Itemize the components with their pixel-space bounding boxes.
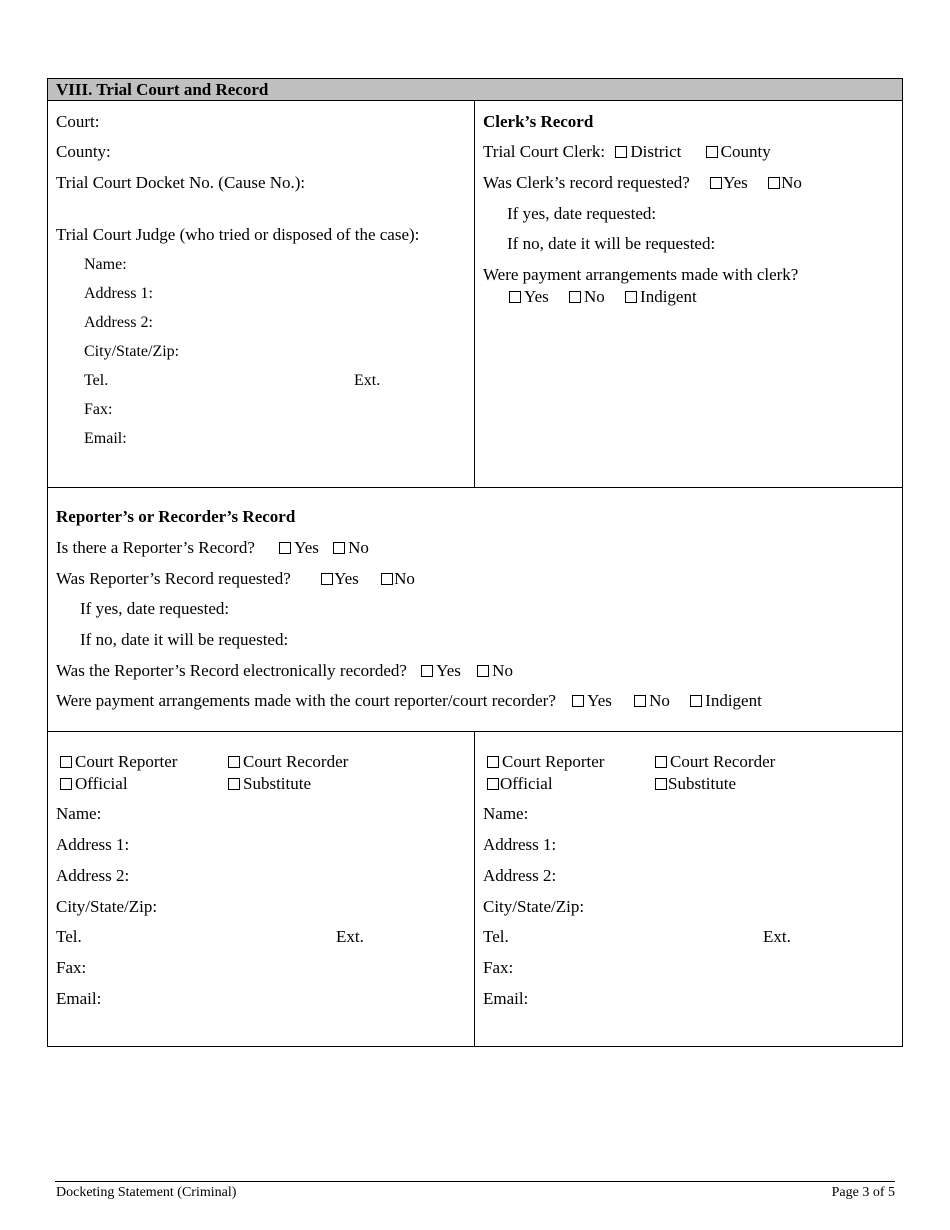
checkbox-icon[interactable]	[60, 778, 72, 790]
reporter-payment-line	[56, 691, 762, 711]
reporter-ext-label: Ext.	[336, 927, 364, 946]
clerk-payment-no[interactable]: No	[569, 287, 605, 307]
clerk-payment-indigent[interactable]: Indigent	[625, 287, 697, 307]
checkbox-icon[interactable]	[655, 756, 667, 768]
page-footer	[55, 1181, 895, 1200]
reporters-record-row	[48, 488, 902, 732]
trial-court-panel	[48, 101, 475, 487]
reporter-if-no-label: If no, date it will be requested:	[80, 630, 289, 649]
checkbox-icon[interactable]	[768, 177, 780, 189]
reporter-name-label: Name:	[483, 804, 529, 823]
judge-heading: Trial Court Judge (who tried or disposed of the case):	[56, 225, 420, 244]
reporter-email-label: Email:	[56, 989, 102, 1008]
reporter-exists-line	[56, 538, 369, 558]
reporter-requested-no[interactable]: No	[381, 569, 415, 589]
reporter-contact-left	[48, 732, 475, 1046]
reporter-city-label: City/State/Zip:	[483, 897, 585, 916]
reporter-tel-label: Tel.	[483, 927, 509, 946]
reporter-email-label: Email:	[483, 989, 529, 1008]
reporter-payment-yes[interactable]: Yes	[572, 691, 612, 711]
checkbox-icon[interactable]	[509, 291, 521, 303]
judge-fax-label: Fax:	[84, 401, 113, 418]
clerk-payment-yes[interactable]: Yes	[509, 287, 549, 307]
reporter-address1-label: Address 1:	[56, 835, 130, 854]
court-label: Court:	[56, 112, 100, 131]
checkbox-icon[interactable]	[487, 778, 499, 790]
clerk-requested-yes[interactable]: Yes	[710, 173, 748, 193]
reporter-address2-label: Address 2:	[56, 866, 130, 885]
reporter-payment-no[interactable]: No	[634, 691, 670, 711]
reporter-city-label: City/State/Zip:	[56, 897, 158, 916]
checkbox-icon[interactable]	[228, 756, 240, 768]
reporter-exists-question: Is there a Reporter’s Record?	[56, 538, 255, 557]
judge-ext-label: Ext.	[354, 372, 381, 389]
reporter-tel-label: Tel.	[56, 927, 82, 946]
reporter-ext-label: Ext.	[763, 927, 791, 946]
reporter-if-yes-label: If yes, date requested:	[80, 599, 230, 618]
checkbox-icon[interactable]	[421, 665, 433, 677]
substitute-option[interactable]: Substitute	[655, 774, 736, 794]
checkbox-icon[interactable]	[690, 695, 702, 707]
reporter-type-line-2	[60, 774, 311, 794]
judge-name-label: Name:	[84, 256, 127, 273]
section-title: VIII. Trial Court and Record	[48, 79, 902, 101]
trial-court-clerk-line	[483, 142, 771, 162]
trial-court-clerk-label: Trial Court Clerk:	[483, 142, 606, 161]
reporter-name-label: Name:	[56, 804, 102, 823]
reporter-electronic-no[interactable]: No	[477, 661, 513, 681]
checkbox-icon[interactable]	[710, 177, 722, 189]
judge-city-label: City/State/Zip:	[84, 343, 180, 360]
clerk-payment-question: Were payment arrangements made with clerk?	[483, 265, 799, 284]
checkbox-icon[interactable]	[333, 542, 345, 554]
docket-label: Trial Court Docket No. (Cause No.):	[56, 173, 306, 192]
reporter-payment-question: Were payment arrangements made with the court reporter/court recorder?	[56, 691, 556, 710]
checkbox-icon[interactable]	[487, 756, 499, 768]
clerk-requested-line	[483, 173, 802, 193]
reporter-fax-label: Fax:	[56, 958, 87, 977]
reporter-requested-question: Was Reporter’s Record requested?	[56, 569, 291, 588]
footer-page-number: Page 3 of 5	[831, 1185, 895, 1200]
judge-tel-label: Tel.	[84, 372, 109, 389]
reporter-electronic-line	[56, 661, 513, 681]
trial-court-row	[48, 101, 902, 488]
court-recorder-option[interactable]: Court Recorder	[655, 752, 775, 772]
clerk-payment-options	[509, 287, 697, 307]
official-option[interactable]: Official	[60, 774, 228, 794]
docketing-form	[47, 78, 903, 1047]
reporter-exists-yes[interactable]: Yes	[279, 538, 319, 558]
clerk-county-option[interactable]: County	[706, 142, 771, 162]
checkbox-icon[interactable]	[655, 778, 667, 790]
checkbox-icon[interactable]	[381, 573, 393, 585]
footer-document-title: Docketing Statement (Criminal)	[56, 1185, 237, 1200]
court-recorder-option[interactable]: Court Recorder	[228, 752, 348, 772]
reporter-address2-label: Address 2:	[483, 866, 557, 885]
checkbox-icon[interactable]	[60, 756, 72, 768]
reporter-type-line-1	[487, 752, 775, 772]
clerks-record-panel	[475, 101, 902, 487]
checkbox-icon[interactable]	[706, 146, 718, 158]
checkbox-icon[interactable]	[634, 695, 646, 707]
reporter-contacts-row	[48, 732, 902, 1046]
reporter-type-line-1	[60, 752, 348, 772]
judge-address1-label: Address 1:	[84, 285, 153, 302]
clerk-if-yes-label: If yes, date requested:	[507, 204, 657, 223]
reporter-type-line-2	[487, 774, 736, 794]
checkbox-icon[interactable]	[477, 665, 489, 677]
checkbox-icon[interactable]	[279, 542, 291, 554]
reporters-record-heading: Reporter’s or Recorder’s Record	[56, 507, 296, 526]
checkbox-icon[interactable]	[228, 778, 240, 790]
reporter-address1-label: Address 1:	[483, 835, 557, 854]
clerk-district-option[interactable]: District	[615, 142, 681, 162]
reporter-exists-no[interactable]: No	[333, 538, 369, 558]
reporters-record-panel	[48, 488, 902, 731]
judge-email-label: Email:	[84, 430, 127, 447]
reporter-electronic-yes[interactable]: Yes	[421, 661, 461, 681]
reporter-payment-indigent[interactable]: Indigent	[690, 691, 762, 711]
reporter-requested-line	[56, 569, 415, 589]
clerk-requested-question: Was Clerk’s record requested?	[483, 173, 690, 192]
clerk-requested-no[interactable]: No	[768, 173, 802, 193]
checkbox-icon[interactable]	[321, 573, 333, 585]
clerks-record-heading: Clerk’s Record	[483, 112, 594, 131]
reporter-electronic-question: Was the Reporter’s Record electronically recorded?	[56, 661, 407, 680]
court-reporter-option[interactable]: Court Reporter	[60, 752, 228, 772]
reporter-contact-right	[475, 732, 902, 1046]
reporter-requested-yes[interactable]: Yes	[321, 569, 359, 589]
checkbox-icon[interactable]	[572, 695, 584, 707]
checkbox-icon[interactable]	[615, 146, 627, 158]
official-option[interactable]: Official	[487, 774, 655, 794]
reporter-fax-label: Fax:	[483, 958, 514, 977]
substitute-option[interactable]: Substitute	[228, 774, 311, 794]
checkbox-icon[interactable]	[625, 291, 637, 303]
judge-address2-label: Address 2:	[84, 314, 153, 331]
county-label: County:	[56, 142, 111, 161]
court-reporter-option[interactable]: Court Reporter	[487, 752, 655, 772]
checkbox-icon[interactable]	[569, 291, 581, 303]
clerk-if-no-label: If no, date it will be requested:	[507, 234, 716, 253]
